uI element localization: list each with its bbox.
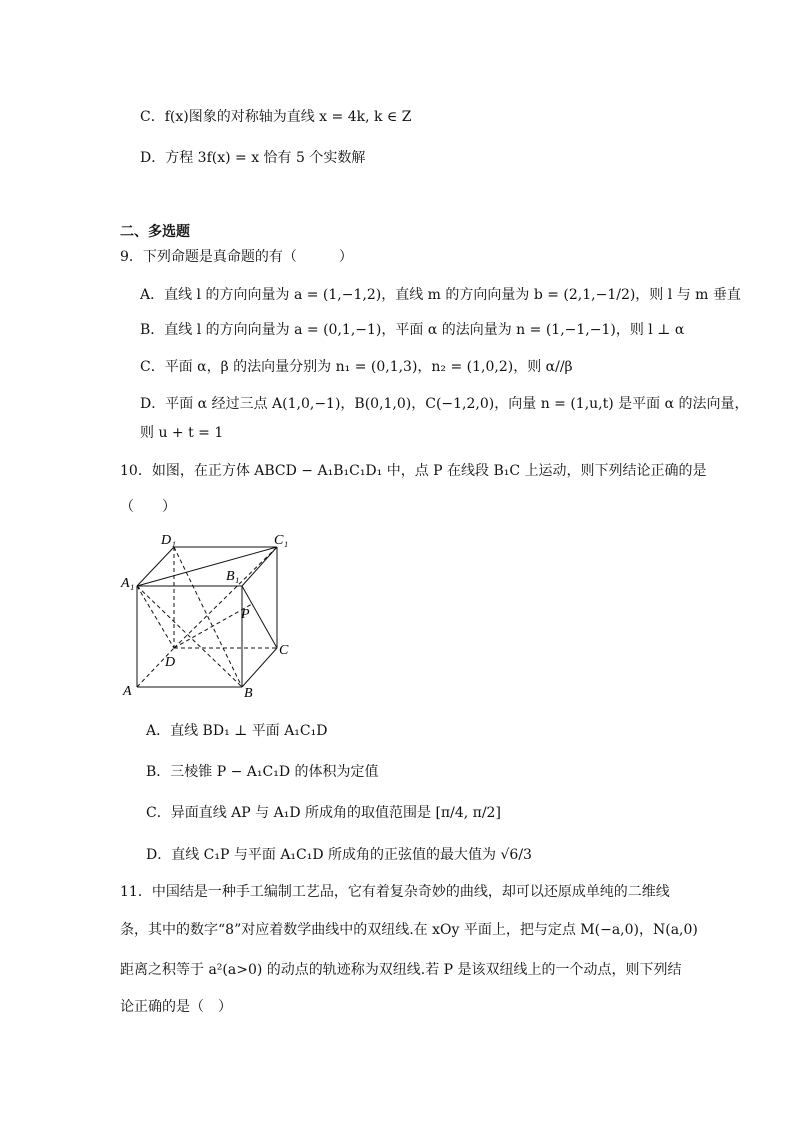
label-a: A bbox=[123, 684, 132, 699]
q9-option-d-cont: 则 u + t = 1 bbox=[140, 425, 224, 441]
label-p: P bbox=[241, 607, 250, 622]
q10-option-d: D．直线 C₁P 与平面 A₁C₁D 所成角的正弦值的最大值为 √6/3 bbox=[146, 847, 532, 863]
option-d-q8: D．方程 3f(x) = x 恰有 5 个实数解 bbox=[140, 150, 366, 166]
q9-option-c: C．平面 α，β 的法向量分别为 n₁ = (0,1,3)，n₂ = (1,0,2)，则 α//β bbox=[140, 359, 573, 375]
question-11-line-4: 论正确的是（ ） bbox=[120, 999, 232, 1015]
question-10: 10．如图，在正方体 ABCD − A₁B₁C₁D₁ 中，点 P 在线段 B₁C 上运动，则下列结论正确的是 bbox=[120, 463, 707, 479]
label-d1: D₁ bbox=[161, 533, 176, 548]
section-title: 二、多选题 bbox=[120, 224, 190, 240]
question-11-line-2: 条，其中的数字“8”对应着数学曲线中的双纽线.在 xOy 平面上，把与定点 M(−a,0)，N(a,0) bbox=[120, 922, 698, 938]
q9-option-d: D．平面 α 经过三点 A(1,0,−1)，B(0,1,0)，C(−1,2,0)，向量 n = (1,u,t) 是平面 α 的法向量， bbox=[140, 396, 749, 412]
label-c1: C₁ bbox=[274, 533, 289, 548]
q9-option-a: A．直线 l 的方向向量为 a = (1,−1,2)，直线 m 的方向向量为 b = (2,1,−1/2)，则 l 与 m 垂直 bbox=[140, 287, 741, 303]
q10-option-c: C．异面直线 AP 与 A₁D 所成角的取值范围是 [π/4, π/2] bbox=[146, 805, 501, 821]
q10-option-b: B．三棱锥 P − A₁C₁D 的体积为定值 bbox=[146, 764, 379, 780]
option-c-q8: C．f(x)图象的对称轴为直线 x = 4k, k ∈ Z bbox=[140, 109, 412, 125]
label-b1: B₁ bbox=[226, 569, 240, 584]
q9-option-b: B．直线 l 的方向向量为 a = (0,1,−1)，平面 α 的法向量为 n = (1,−1,−1)，则 l ⊥ α bbox=[140, 322, 685, 338]
question-9: 9．下列命题是真命题的有（ ） bbox=[120, 249, 353, 265]
label-d: D bbox=[165, 655, 176, 670]
cube-figure bbox=[115, 530, 305, 705]
label-b: B bbox=[244, 686, 253, 701]
label-a1: A₁ bbox=[121, 576, 135, 591]
question-11-line-1: 11．中国结是一种手工编制工艺品，它有着复杂奇妙的曲线，却可以还原成单纯的二维线 bbox=[120, 884, 670, 900]
label-c: C bbox=[279, 643, 289, 658]
question-10-paren: （ ） bbox=[120, 499, 176, 515]
question-11-line-3: 距离之积等于 a²(a>0) 的动点的轨迹称为双纽线.若 P 是该双纽线上的一个动点，则下列结 bbox=[120, 962, 682, 978]
q10-option-a: A．直线 BD₁ ⊥ 平面 A₁C₁D bbox=[146, 723, 328, 739]
